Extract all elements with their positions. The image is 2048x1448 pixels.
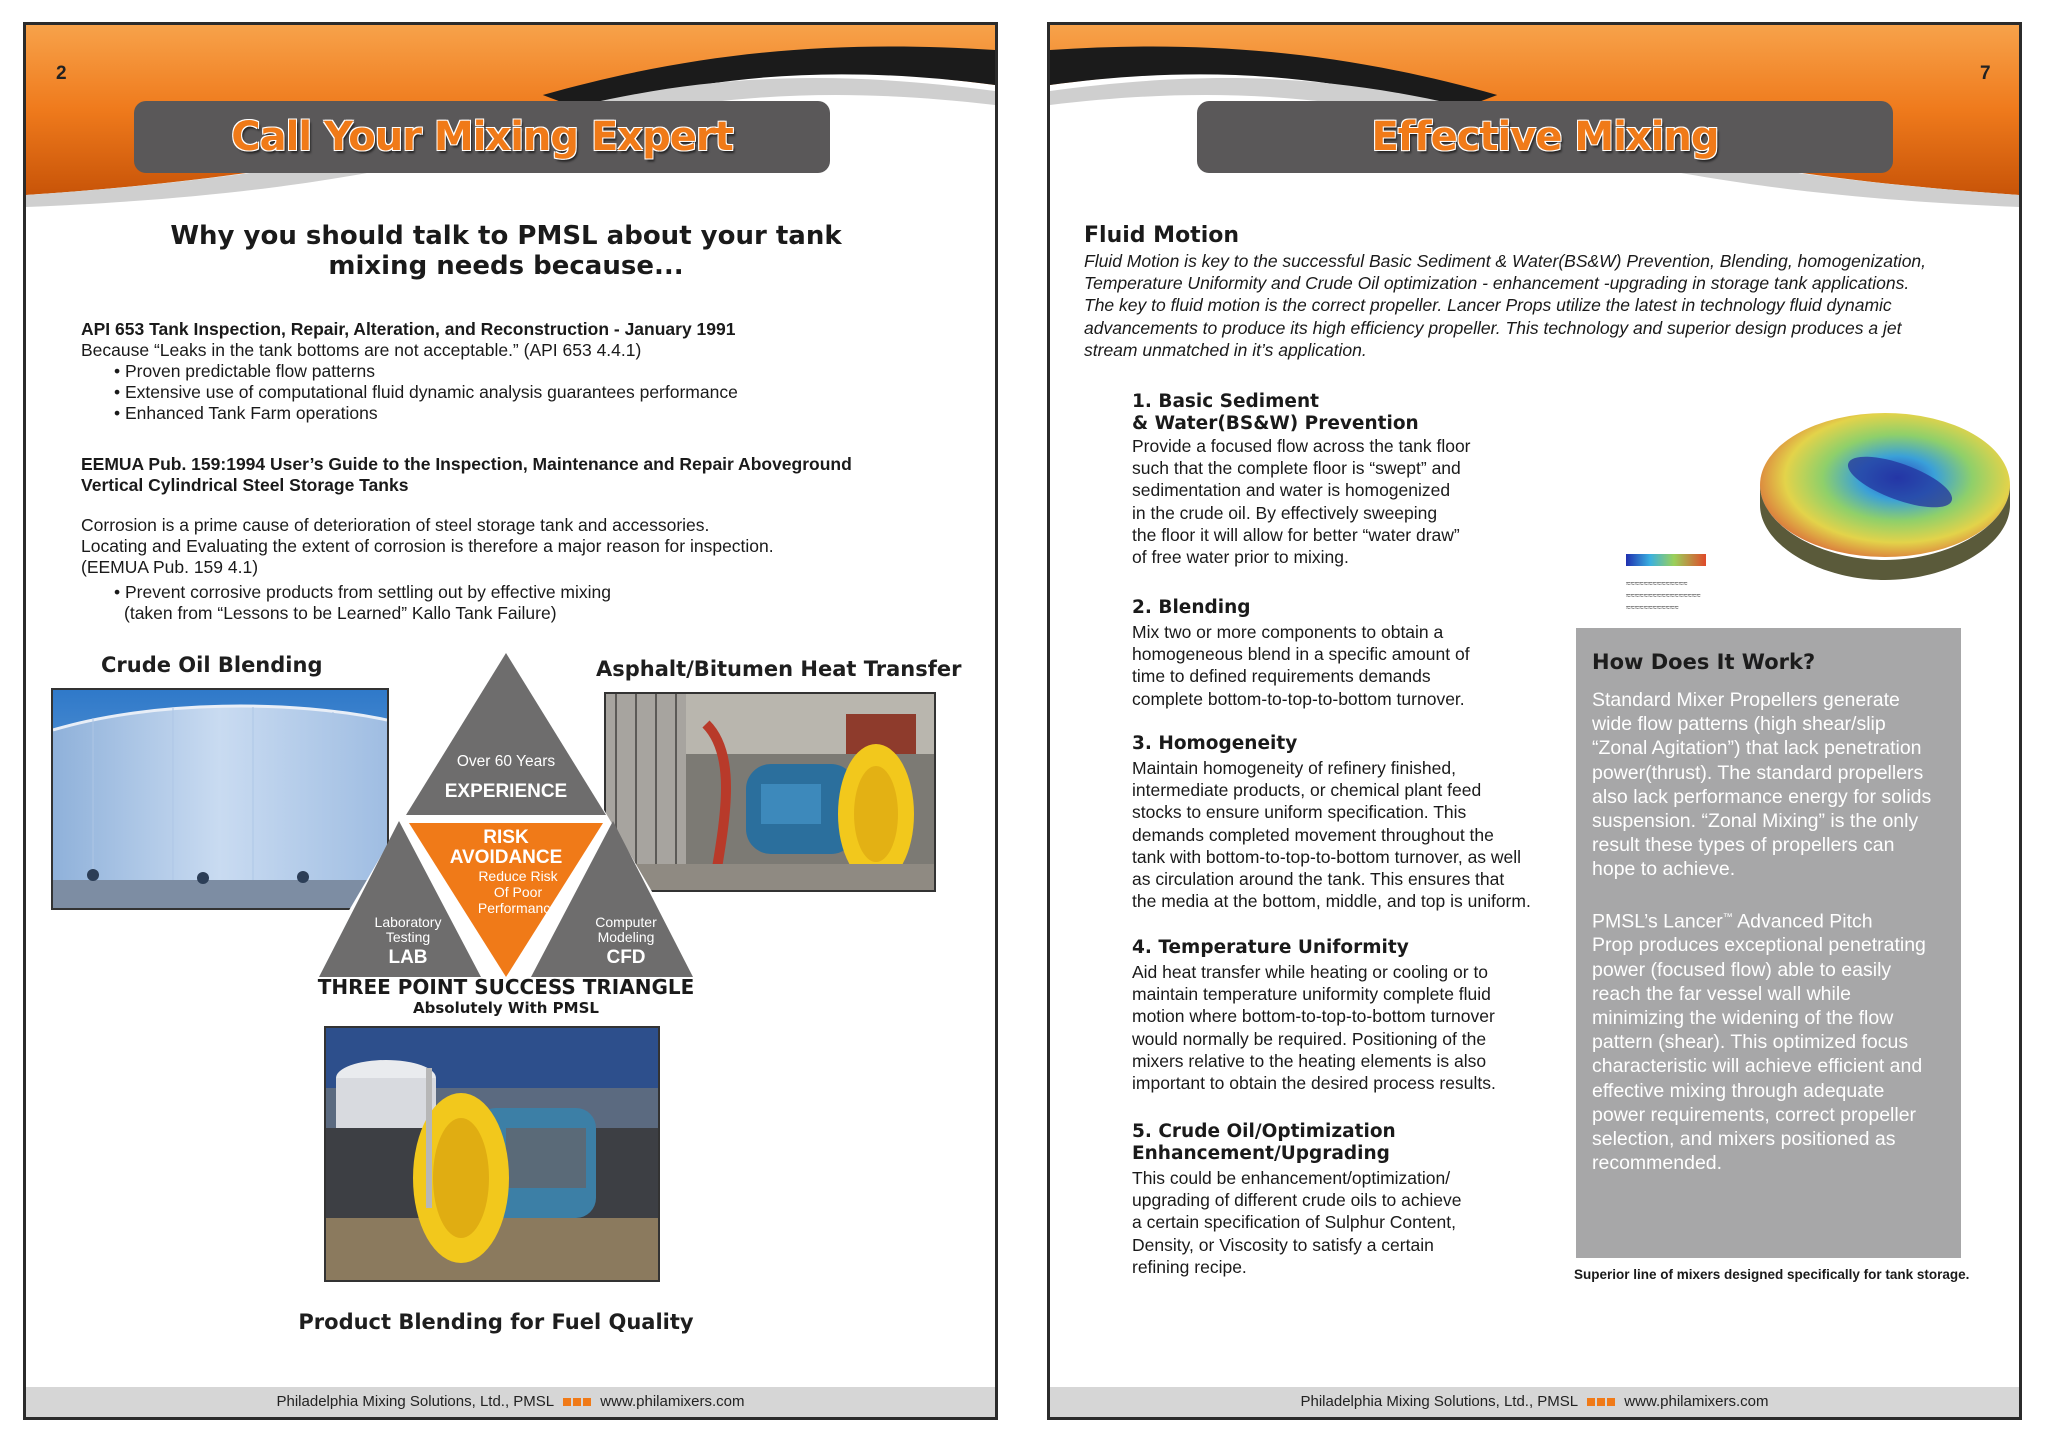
- section-line: sedimentation and water is homogenized: [1132, 480, 1451, 501]
- section-line: in the crude oil. By effectively sweeping: [1132, 502, 1438, 523]
- footer-square-icon: [563, 1398, 571, 1406]
- how-line: reach the far vessel wall while: [1592, 982, 1852, 1005]
- how-line: [1592, 906, 1952, 934]
- cfd-caption-scribble: ≈≈≈≈≈≈≈≈≈≈≈≈≈≈≈≈≈: [1626, 591, 1701, 600]
- footer-company: Philadelphia Mixing Solutions, Ltd., PMSL: [1300, 1393, 1578, 1410]
- corrosion-line-3: (EEMUA Pub. 159 4.1): [81, 557, 259, 577]
- section-title: 3. Homogeneity: [1132, 733, 1298, 754]
- section-line: Mix two or more components to obtain a: [1132, 622, 1444, 642]
- how-line: also lack performance energy for solids: [1592, 785, 1932, 808]
- section-line: mixers relative to the heating elements is also: [1132, 1050, 1487, 1071]
- triangle-subtitle: Absolutely With PMSL: [413, 999, 599, 1017]
- triangle-center-big-1: RISK: [483, 827, 529, 848]
- section-line: a certain specification of Sulphur Content,: [1132, 1212, 1456, 1233]
- page-number: 2: [56, 63, 67, 84]
- eemua-title-1: EEMUA Pub. 159:1994 User’s Guide to the Inspection, Maintenance and Repair Aboveground: [81, 454, 852, 474]
- section-temperature: [1132, 937, 1572, 1094]
- section-title: 2. Blending: [1132, 597, 1251, 618]
- page-number: 7: [1980, 63, 1991, 84]
- section-title: Enhancement/Upgrading: [1132, 1143, 1390, 1164]
- fluid-line: The key to fluid motion is the correct propeller. Lancer Props utilize the latest in technology fluid dynamic: [1084, 295, 1892, 316]
- section-basic-sediment: [1132, 391, 1572, 568]
- how-line: effective mixing through adequate: [1592, 1079, 1885, 1102]
- section-line: Aid heat transfer while heating or cooling or to: [1132, 962, 1489, 982]
- corrosion-line-1: Corrosion is a prime cause of deterioration of steel storage tank and accessories.: [81, 515, 710, 535]
- right-page: [1047, 22, 2022, 1420]
- left-footer: [26, 1387, 995, 1417]
- how-line: pattern (shear). This optimized focus: [1592, 1031, 1909, 1054]
- right-footer: [1050, 1387, 2019, 1417]
- section-line: tank with bottom-to-top-to-bottom turnover, as well: [1132, 846, 1522, 867]
- how-line: recommended.: [1592, 1152, 1723, 1175]
- fluid-line: advancements to produce its high efficiency propeller. This technology and superior design produces a jet: [1084, 317, 1902, 338]
- footer-url[interactable]: www.philamixers.com: [600, 1393, 745, 1410]
- footer-square-icon: [1587, 1398, 1595, 1406]
- corrosion-line-2: Locating and Evaluating the extent of corrosion is therefore a major reason for inspection.: [81, 536, 774, 556]
- how-line: hope to achieve.: [1592, 858, 1736, 881]
- how-line: Standard Mixer Propellers generate: [1592, 689, 1900, 711]
- how-line: power requirements, correct propeller: [1592, 1103, 1917, 1126]
- list-item: • Enhanced Tank Farm operations: [114, 403, 738, 424]
- section-line: complete bottom-to-top-to-bottom turnover.: [1132, 688, 1465, 709]
- how-line: power (focused flow) able to easily: [1592, 958, 1892, 981]
- section-title: 1. Basic Sediment: [1132, 391, 1319, 412]
- superior-caption: Superior line of mixers designed specifically for tank storage.: [1574, 1267, 1970, 1282]
- triangle-right-small-1: Computer: [595, 914, 657, 930]
- section-line: such that the complete floor is “swept” and: [1132, 458, 1461, 479]
- cfd-caption-scribble: ≈≈≈≈≈≈≈≈≈≈≈≈≈≈: [1626, 579, 1688, 588]
- triangle-title: THREE POINT SUCCESS TRIANGLE: [317, 975, 695, 999]
- banner-title: Call Your Mixing Expert: [134, 101, 830, 173]
- how-it-works-body: [1592, 688, 1952, 1175]
- how-line: selection, and mixers positioned as: [1592, 1127, 1896, 1150]
- fluid-motion-title: Fluid Motion: [1084, 223, 1240, 248]
- section-blending: [1132, 597, 1572, 710]
- how-line: wide flow patterns (high shear/slip: [1592, 713, 1886, 736]
- footer-square-icon: [1597, 1398, 1605, 1406]
- section-line: intermediate products, or chemical plant feed: [1132, 780, 1482, 801]
- lancer-text: PMSL’s Lancer: [1592, 910, 1723, 933]
- page-heading: [66, 221, 946, 281]
- how-line: suspension. “Zonal Mixing” is the only: [1592, 810, 1919, 833]
- cfd-caption-scribble: ≈≈≈≈≈≈≈≈≈≈≈≈: [1626, 603, 1679, 612]
- triangle-top-big: EXPERIENCE: [444, 781, 568, 802]
- section-line: the media at the bottom, middle, and top is uniform.: [1132, 891, 1531, 912]
- section-line: the floor it will allow for better “water draw”: [1132, 524, 1460, 545]
- section-line: motion where bottom-to-top-to-bottom turnover: [1132, 1006, 1495, 1027]
- how-line: power(thrust). The standard propellers: [1592, 761, 1924, 784]
- triangle-center-small-2: Of Poor: [493, 884, 543, 900]
- section-line: demands completed movement throughout the: [1132, 824, 1494, 845]
- api-title: API 653 Tank Inspection, Repair, Alteration, and Reconstruction - January 1991: [81, 319, 736, 339]
- section-line: refining recipe.: [1132, 1256, 1247, 1277]
- trademark: ™: [1722, 911, 1733, 923]
- section-line: would normally be required. Positioning of the: [1132, 1028, 1487, 1049]
- how-line: “Zonal Agitation”) that lack penetration: [1592, 737, 1922, 760]
- fluid-motion-body: [1084, 250, 2014, 361]
- triangle-right-small-2: Modeling: [597, 929, 655, 945]
- how-line: minimizing the widening of the flow: [1592, 1006, 1894, 1029]
- list-item: • Proven predictable flow patterns: [114, 361, 738, 382]
- section-line: stocks to ensure uniform specification. This: [1132, 802, 1467, 823]
- section-line: of free water prior to mixing.: [1132, 547, 1349, 568]
- triangle-top-small: Over 60 Years: [456, 753, 556, 770]
- how-it-works-box: [1576, 628, 1961, 1258]
- section-homogeneity: [1132, 733, 1582, 912]
- footer-square-icon: [583, 1398, 591, 1406]
- list-item: • Extensive use of computational fluid dynamic analysis guarantees performance: [114, 382, 738, 403]
- section-line: Density, or Viscosity to satisfy a certain: [1132, 1234, 1434, 1255]
- api-quote: Because “Leaks in the tank bottoms are not acceptable.” (API 653 4.4.1): [81, 340, 642, 360]
- fluid-line: Fluid Motion is key to the successful Basic Sediment & Water(BS&W) Prevention, Blending, homogenization,: [1084, 251, 1927, 271]
- triangle-left-small-2: Testing: [385, 929, 431, 945]
- api-bullet-list: [114, 361, 738, 424]
- caption-product-blending: Product Blending for Fuel Quality: [298, 1310, 694, 1334]
- section-line: Provide a focused flow across the tank floor: [1132, 436, 1471, 456]
- how-it-works-title: How Does It Work?: [1592, 650, 1816, 674]
- heading-line-1: Why you should talk to PMSL about your tank: [170, 221, 842, 251]
- section-title: & Water(BS&W) Prevention: [1132, 413, 1419, 434]
- cfd-tank-visualization: [1620, 410, 2020, 630]
- footer-square-icon: [573, 1398, 581, 1406]
- fluid-line: Temperature Uniformity and Crude Oil optimization - enhancement -upgrading in storage tank applications.: [1084, 273, 1910, 294]
- lancer-rest: Advanced Pitch: [1732, 910, 1873, 933]
- caption-crude-oil: Crude Oil Blending: [101, 653, 323, 677]
- how-line: Prop produces exceptional penetrating: [1592, 934, 1926, 957]
- section-line: upgrading of different crude oils to achieve: [1132, 1190, 1462, 1211]
- section-crude-optimization: [1132, 1121, 1572, 1278]
- footer-square-icon: [1607, 1398, 1615, 1406]
- product-blending-photo: [324, 1026, 660, 1282]
- eemua-title-2: Vertical Cylindrical Steel Storage Tanks: [81, 475, 409, 495]
- triangle-left-small-1: Laboratory: [374, 914, 442, 930]
- product-blending-image: [326, 1028, 658, 1280]
- section-line: This could be enhancement/optimization/: [1132, 1168, 1451, 1188]
- triangle-center-small-3: Performance: [477, 900, 559, 916]
- caption-asphalt: Asphalt/Bitumen Heat Transfer: [596, 657, 962, 681]
- footer-url[interactable]: www.philamixers.com: [1624, 1393, 1769, 1410]
- heading-line-2: mixing needs because...: [328, 251, 684, 281]
- triangle-center-small-1: Reduce Risk: [478, 868, 558, 884]
- prevent-line-2: (taken from “Lessons to be Learned” Kallo Tank Failure): [124, 603, 557, 623]
- how-line: characteristic will achieve efficient and: [1592, 1055, 1923, 1078]
- triangle-right-big: CFD: [606, 947, 646, 968]
- fluid-line: stream unmatched in it’s application.: [1084, 339, 1367, 360]
- section-line: as circulation around the tank. This ensures that: [1132, 869, 1505, 890]
- how-line: result these types of propellers can: [1592, 834, 1895, 857]
- section-line: time to defined requirements demands: [1132, 666, 1431, 687]
- section-line: important to obtain the desired process results.: [1132, 1073, 1496, 1094]
- prevent-line-1: • Prevent corrosive products from settling out by effective mixing: [114, 582, 611, 602]
- section-line: Maintain homogeneity of refinery finished,: [1132, 758, 1456, 778]
- left-page: [23, 22, 998, 1420]
- triangle-left-big: LAB: [388, 947, 428, 968]
- section-line: maintain temperature uniformity complete fluid: [1132, 984, 1491, 1005]
- section-line: homogeneous blend in a specific amount of: [1132, 644, 1470, 665]
- triangle-center-big-2: AVOIDANCE: [449, 847, 563, 868]
- section-title: 4. Temperature Uniformity: [1132, 937, 1409, 958]
- footer-company: Philadelphia Mixing Solutions, Ltd., PMSL: [276, 1393, 554, 1410]
- section-title: 5. Crude Oil/Optimization: [1132, 1121, 1396, 1142]
- banner-title: Effective Mixing: [1197, 101, 1893, 173]
